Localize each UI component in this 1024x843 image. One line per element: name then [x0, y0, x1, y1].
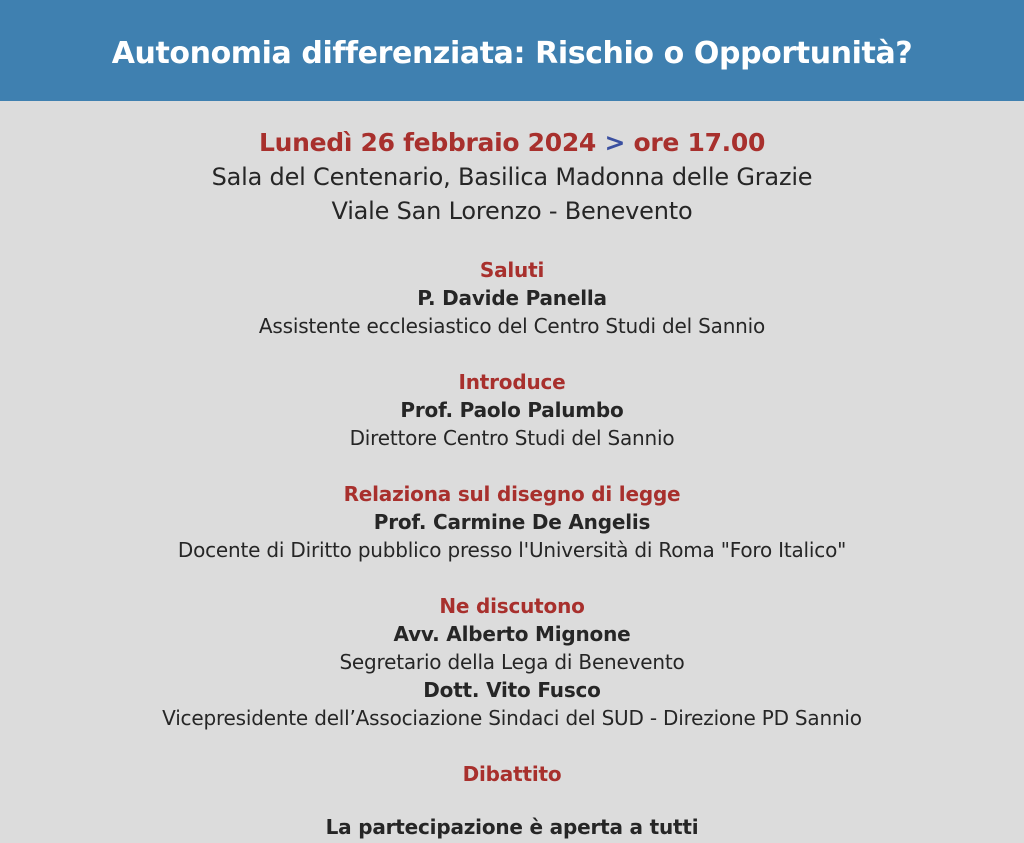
speaker-name: Avv. Alberto Mignone [393, 622, 631, 646]
speaker-name: Dott. Vito Fusco [423, 678, 601, 702]
speaker-role: Direttore Centro Studi del Sannio [349, 426, 675, 450]
section-discutono [0, 592, 1024, 732]
section-title-saluti: Saluti [479, 258, 545, 282]
event-details [0, 126, 1024, 788]
section-relaziona [0, 480, 1024, 564]
event-time: ore 17.00 [633, 128, 766, 157]
speaker-role: Docente di Diritto pubblico presso l'Università di Roma "Foro Italico" [177, 538, 847, 562]
section-title-discutono: Ne discutono [439, 594, 585, 618]
date-time-line [0, 126, 1024, 160]
section-title-dibattito: Dibattito [462, 762, 562, 786]
speaker-role: Segretario della Lega di Benevento [339, 650, 685, 674]
venue-line-2: Viale San Lorenzo - Benevento [331, 197, 693, 225]
section-introduce [0, 368, 1024, 452]
participation-note: La partecipazione è aperta a tutti [325, 815, 699, 839]
speaker-role: Vicepresidente dell’Associazione Sindaci del SUD - Direzione PD Sannio [162, 706, 862, 730]
event-date: Lunedì 26 febbraio 2024 [258, 128, 597, 157]
separator-arrow: > [604, 128, 626, 157]
speaker-name: P. Davide Panella [417, 286, 607, 310]
speaker-name: Prof. Carmine De Angelis [373, 510, 651, 534]
section-saluti [0, 256, 1024, 340]
speaker-role: Assistente ecclesiastico del Centro Studi del Sannio [258, 314, 766, 338]
section-title-relaziona: Relaziona sul disegno di legge [343, 482, 681, 506]
speaker-name: Prof. Paolo Palumbo [400, 398, 624, 422]
header-banner [0, 0, 1024, 101]
page-title: Autonomia differenziata: Rischio o Opportunità? [111, 36, 913, 71]
section-title-introduce: Introduce [458, 370, 566, 394]
section-dibattito [0, 760, 1024, 788]
venue-line-1: Sala del Centenario, Basilica Madonna delle Grazie [211, 163, 813, 191]
